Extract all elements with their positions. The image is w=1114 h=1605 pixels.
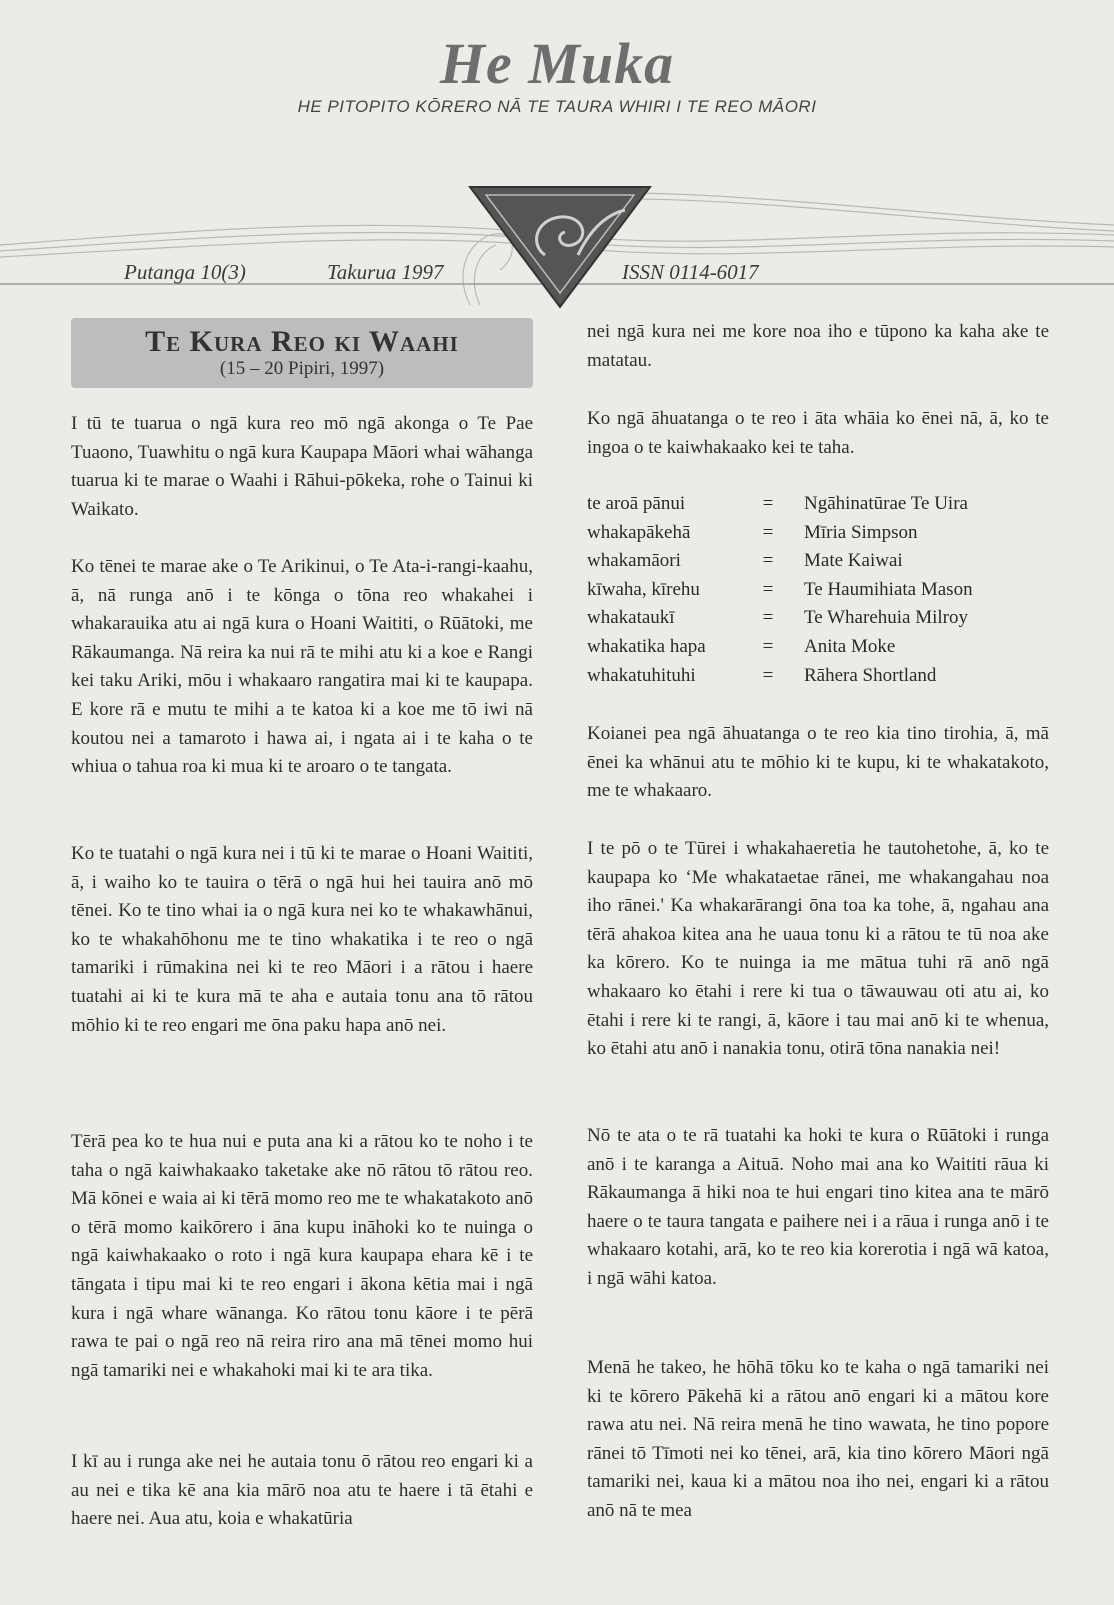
teacher-row: whakapākehā = Mīria Simpson [587, 521, 918, 543]
right-paragraph-6: Menā he takeo, he hōhā tōku ko te kaha o ngā tamariki nei ki te kōrero Pākehā ki a rātou anō engari ki a mātou kore rawa atu nei. Nā reira menā he tino wawata, he tino popore rānei tō Tīmoti nei ko tēnei, arā, kia tino kōrero Māori ngā tamariki nei, kaua ki a mātou noa iho nei, engari ki a rātou anō nā te mea [587, 1357, 1049, 1521]
right-paragraph-3: Koianei pea ngā āhuatanga o te reo kia tino tirohia, ā, mā ēnei ka whānui atu te mōhio ki te kupu, ki te whakatakoto, me te whakaaro. [587, 723, 1049, 802]
right-paragraph-1: nei ngā kura nei me kore noa iho e tūpono ka kaha ake te matatau. [587, 321, 1049, 371]
right-paragraph-4: I te pō o te Tūrei i whakahaeretia he tautohetohe, ā, ko te kaupapa ko ‘Me whakataetae rānei, me whakangahau noa iho rānei.' Ka whakarārangi ōna toa ka tohe, ā, ngahau ana tērā ahakoa kitea ana he uaua tonu ki a rātou te tū noa ake ka kōrero. Ko te nuinga ia me mātua tuhi rā anō ngā whakaaro ko ētahi i rere ki tua o tāwauwau oti atu ai, ko ētahi i rere ki te rangi, ā, kāore i tau mai anō ki te whenua, ko ētahi atu anō i nanakia tonu, otirā tōna nanakia nei! [587, 838, 1049, 1060]
teacher-row: te aroā pānui = Ngāhinatūrae Te Uira [587, 493, 968, 514]
left-paragraph-3: Ko te tuatahi o ngā kura nei i tū ki te marae o Hoani Waititi, ā, i waiho ko te tauira o tērā o ngā hui hei tauira anō mō tēnei. Ko te tino whai ia o ngā kura nei ko te whakawhānui, ko te whakahōhonu me te tino whakatika i te reo o ngā tamariki i rūmakina nei ki te reo Māori i a rātou i haere tuatahi ai ki te kura mā te aha e autaia tonu ana tō rātou mōhio ki te reo engari me ōna paku hapa anō nei. [71, 843, 533, 1036]
teacher-row: whakatika hapa = Anita Moke [587, 635, 896, 657]
left-paragraph-5: I kī au i runga ake nei he autaia tonu ō rātou reo engari ki a au nei e tika kē ana kia mārō noa atu te haere i tā ētahi e haere nei. Aua atu, koia e whakatūria [71, 1451, 533, 1530]
teacher-row: whakataukī = Te Wharehuia Milroy [587, 607, 968, 629]
teacher-row: kīwaha, kīrehu = Te Haumihiata Mason [587, 578, 973, 600]
masthead-subtitle: HE PITOPITO KŌRERO NĀ TE TAURA WHIRI I TE REO MĀORI [297, 97, 817, 116]
triangle-emblem [470, 187, 650, 307]
article-dates: (15 – 20 Pipiri, 1997) [219, 358, 385, 379]
left-paragraph-2: Ko tēnei te marae ake o Te Arikinui, o Te Ata-i-rangi-kaahu, ā, nā runga anō i te kōnga o tōna reo whakahei i whakarauika atu ai ngā kura o Hoani Waititi, o Rūātoki, me Rākaumanga. Nā reira ka nui rā te mihi atu ki a koe e Rangi kei taku Ariki, mōu i whakaaro rangatira mai ki te kaupapa. E kore rā e mutu te mihi a te katoa ki a koe me tō iwi nā koutou nei a tamaroto i hawa ai, i ngata ai i te kaha o te whiua o tahua roa ki mua ki te aroaro o te tangata. [71, 556, 533, 778]
masthead-ornament [0, 175, 1114, 310]
right-paragraph-5: Nō te ata o te rā tuatahi ka hoki te kura o Rūātoki i runga anō i te karanga a Aituā. Noho mai ana ko Waititi rāua ki Rākaumanga ā hiki noa te hui engari tino kitea ana te mārō haere o te taura tangata e paihere nei i a rāua i runga anō i te whakaaro kotahi, arā, ko te reo kia korerotia i ngā wā katoa, i ngā wāhi katoa. [587, 1125, 1049, 1289]
article-title: Te Kura Reo ki Waahi [145, 325, 459, 358]
issue-season: Takurua 1997 [327, 260, 444, 284]
teacher-row: whakamāori = Mate Kaiwai [587, 550, 903, 572]
masthead-title: He Muka [439, 31, 675, 96]
issn: ISSN 0114-6017 [622, 260, 759, 284]
left-paragraph-4: Tērā pea ko te hua nui e puta ana ki a rātou ko te noho i te taha o ngā kaiwhakaako taketake ake nō rātou tō rātou reo. Mā kōnei e waia ai ki tērā momo reo me te whakatakoto anō o tērā momo kaikōrero i āna kupu ināhoki ko te nuinga o ngā kaiwhakaako o roto i ngā kura kaupapa ehara kē i te tāngata i tipu mai ki te reo engari i ākona kētia mai i ngā kura i ngā whare wānanga. Ko rātou tonu kāore i te pērā rawa te pai o ngā reo nā reira riro ana mā tēnei momo hui ngā tamariki nei e whakahoki mai ki te ara tika. [71, 1131, 533, 1381]
left-paragraph-1: I tū te tuarua o ngā kura reo mō ngā akonga o Te Pae Tuaono, Tuawhitu o ngā kura Kaupapa Māori whai wāhanga tuarua ki te marae o Waahi i Rāhui-pōkeka, rohe o Tainui ki Waikato. [71, 413, 533, 520]
article-heading-box [71, 318, 533, 388]
teacher-row: whakatuhituhi = Rāhera Shortland [587, 664, 937, 686]
right-paragraph-2: Ko ngā āhuatanga o te reo i āta whāia ko ēnei nā, ā, ko te ingoa o te kaiwhakaako kei te taha. [587, 408, 1049, 458]
teacher-table [587, 490, 1049, 690]
issue-number: Putanga 10(3) [124, 260, 246, 284]
